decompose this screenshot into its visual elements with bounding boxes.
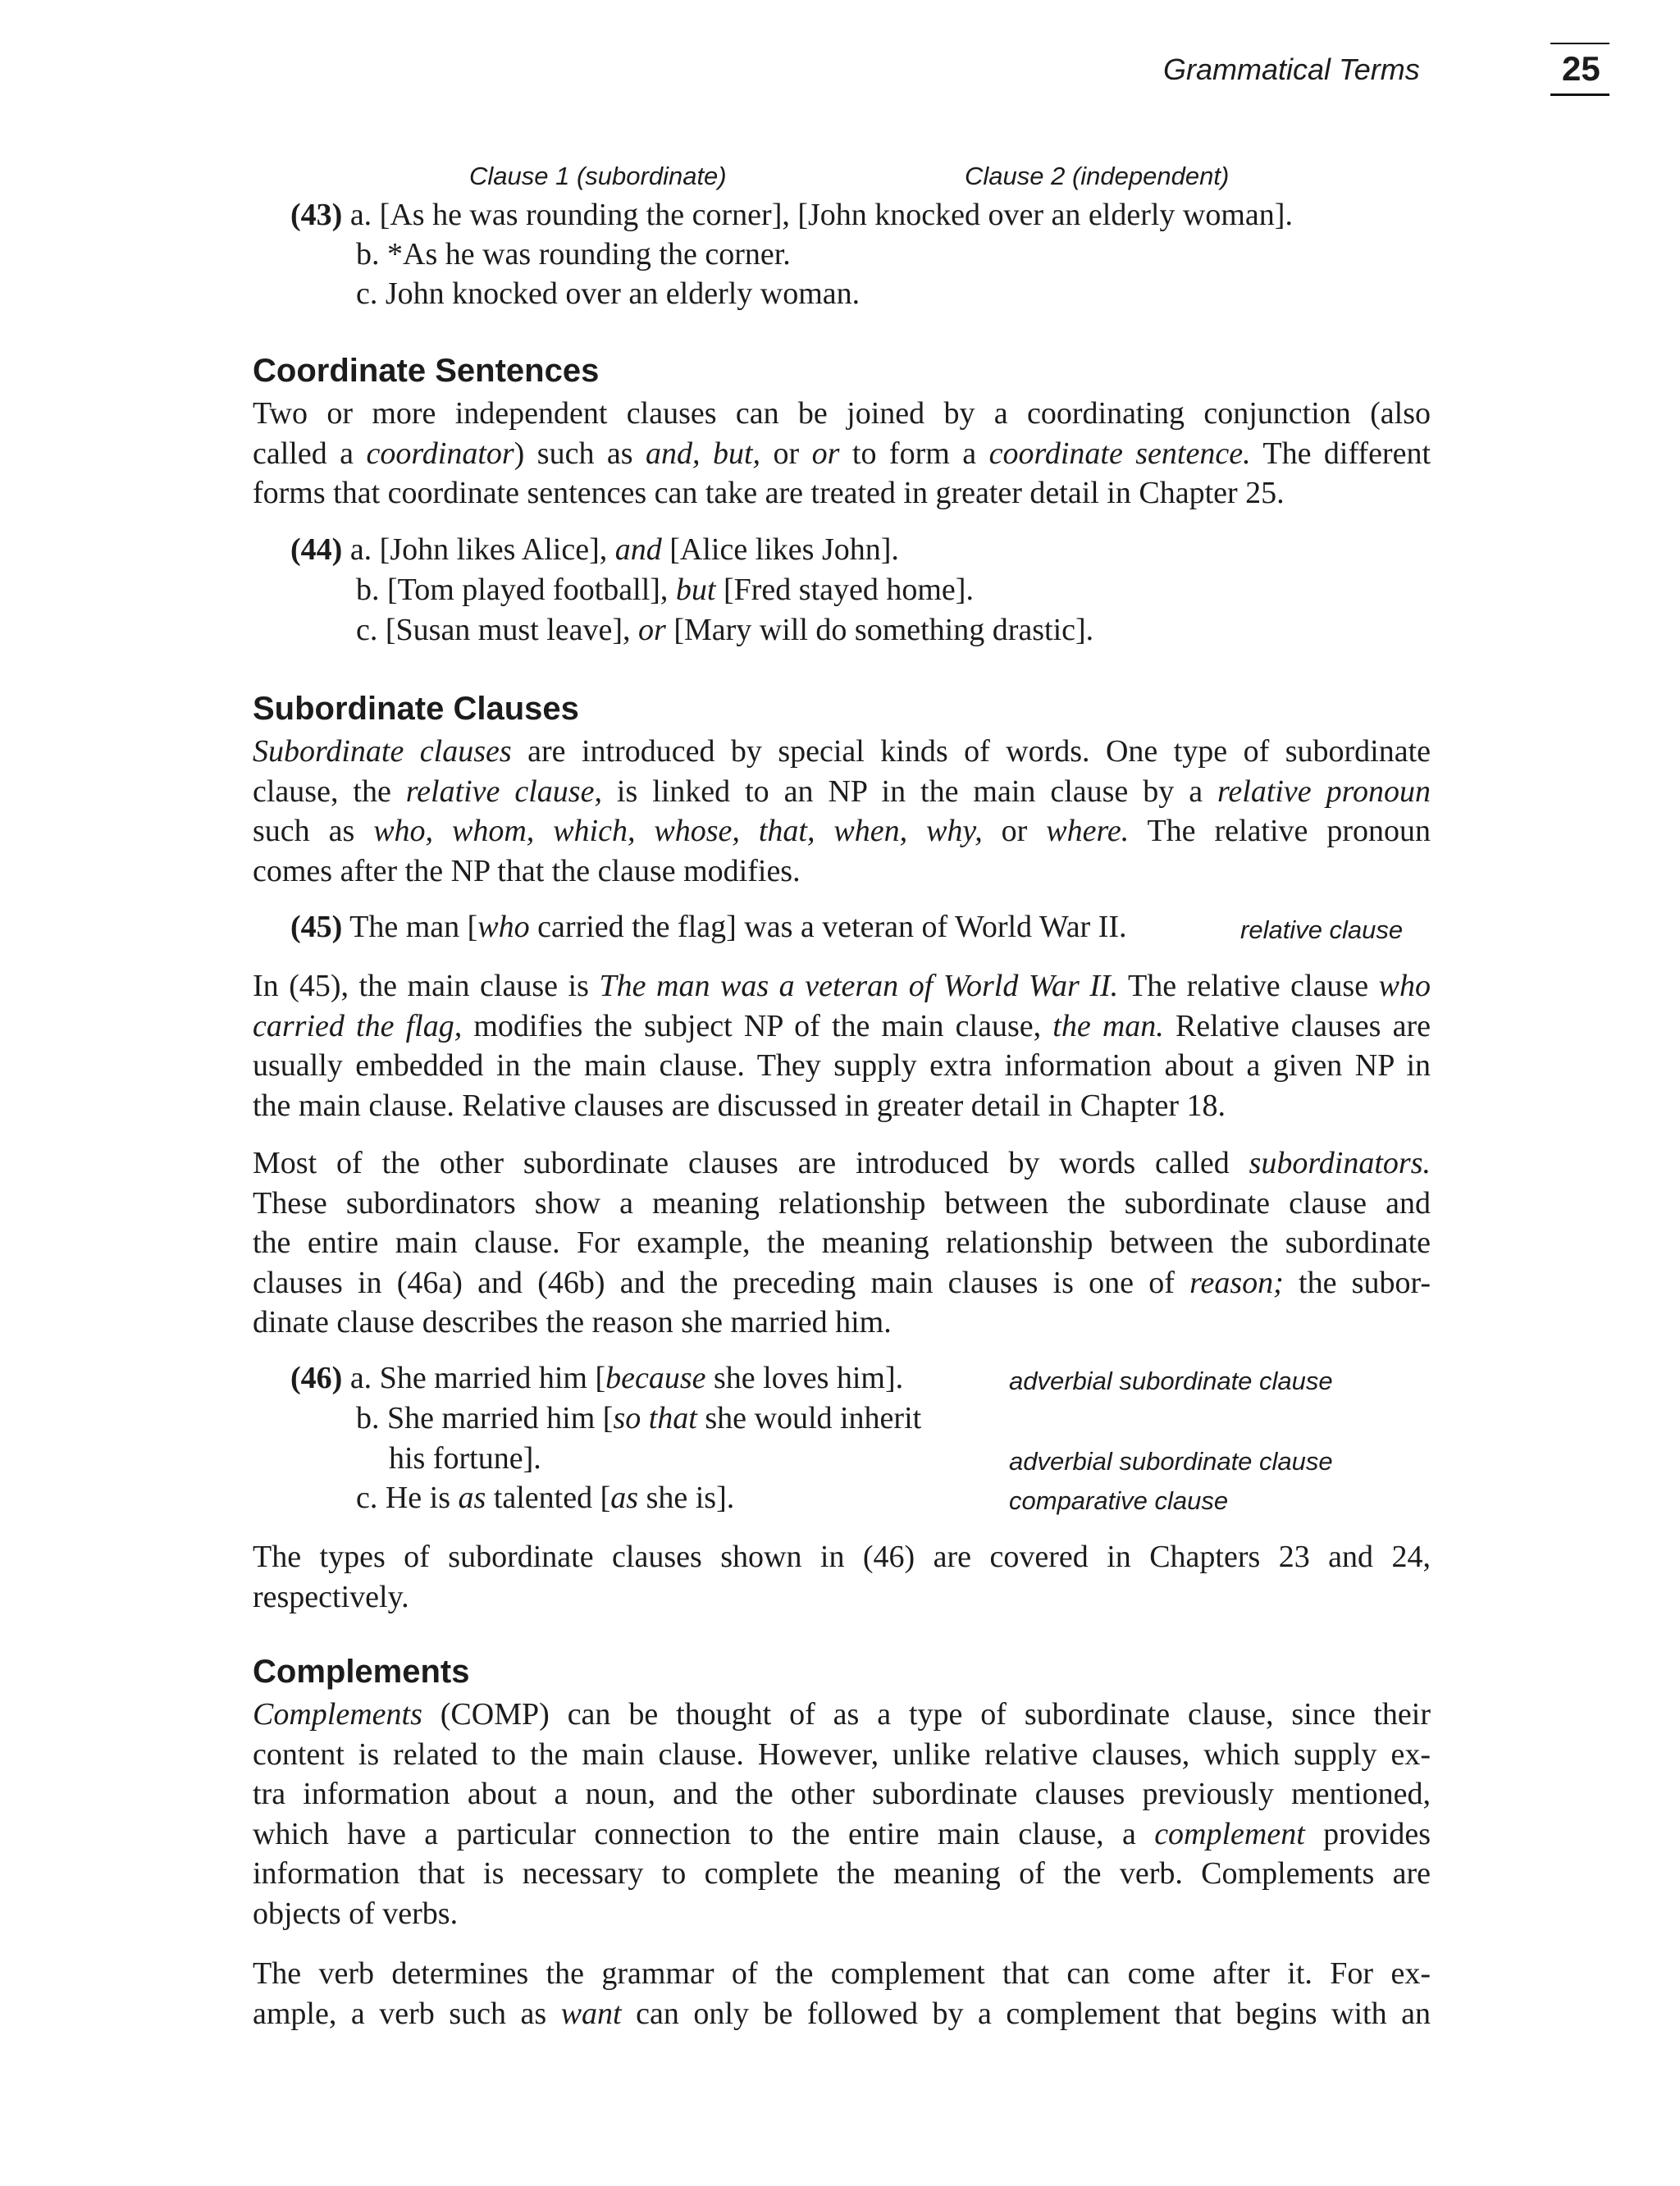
example-number: (45) xyxy=(290,910,343,944)
example-46c: c. He is as talented [as she is]. xyxy=(356,1481,735,1515)
example-44a: (44) a. [John likes Alice], and [Alice likes John]. xyxy=(290,532,899,567)
text-line: comes after the NP that the clause modifies. xyxy=(253,853,801,888)
text-line: Most of the other subordinate clauses are introduced by words called subordinators. xyxy=(253,1146,1431,1180)
running-head: Grammatical Terms xyxy=(1163,52,1420,86)
text-line: content is related to the main clause. However, unlike relative clauses, which supply ex- xyxy=(253,1736,1431,1772)
section-heading-coordinate: Coordinate Sentences xyxy=(253,353,600,389)
text-line: dinate clause describes the reason she married him. xyxy=(253,1305,892,1339)
text-line: The verb determines the grammar of the complement that can come after it. For ex- xyxy=(253,1956,1431,1991)
example-number: (44) xyxy=(290,532,343,567)
example-44c: c. [Susan must leave], or [Mary will do something drastic]. xyxy=(356,613,1094,647)
text-line: The types of subordinate clauses shown in (46) are covered in Chapters 23 and 24, xyxy=(253,1540,1431,1574)
text-line: ample, a verb such as want can only be followed by a complement that begins with an xyxy=(253,1996,1431,2031)
ex43-col1-label: Clause 1 (subordinate) xyxy=(469,162,727,190)
text-line: In (45), the main clause is The man was a veteran of World War II. The relative clause who xyxy=(253,969,1431,1003)
text-line: which have a particular connection to the entire main clause, a complement provides xyxy=(253,1816,1431,1851)
text-line: information that is necessary to complete the meaning of the verb. Complements are xyxy=(253,1856,1431,1891)
example-46b-cont: his fortune]. xyxy=(389,1441,541,1476)
ex43-col2-label: Clause 2 (independent) xyxy=(965,162,1230,190)
paragraph-complements-2 xyxy=(253,1954,1431,2033)
example-number: (46) xyxy=(290,1361,343,1395)
example-46c-label: comparative clause xyxy=(1009,1486,1229,1515)
text-line: the entire main clause. For example, the meaning relationship between the subordinate xyxy=(253,1225,1431,1260)
example-46a-label: adverbial subordinate clause xyxy=(1009,1367,1333,1395)
text-line: clauses in (46a) and (46b) and the preceding main clauses is one of reason; the subor- xyxy=(253,1265,1431,1300)
paragraph-coordinate xyxy=(253,394,1431,513)
example-45-label: relative clause xyxy=(1240,915,1404,944)
example-number: (43) xyxy=(290,198,343,232)
paragraph-subordinate-2 xyxy=(253,966,1431,1125)
text-line: forms that coordinate sentences can take are treated in greater detail in Chapter 25. xyxy=(253,476,1285,510)
section-heading-complements: Complements xyxy=(253,1654,470,1690)
text-line: usually embedded in the main clause. They supply extra information about a given NP in xyxy=(253,1048,1431,1083)
section-heading-subordinate: Subordinate Clauses xyxy=(253,691,579,727)
example-43b: b. *As he was rounding the corner. xyxy=(356,237,791,272)
text-line: called a coordinator) such as and, but, or or to form a coordinate sentence. The different xyxy=(253,436,1431,471)
paragraph-complements-1 xyxy=(253,1695,1431,1933)
example-43c: c. John knocked over an elderly woman. xyxy=(356,276,861,311)
page-number-box xyxy=(1550,43,1609,96)
text-line: Complements (COMP) can be thought of as a type of subordinate clause, since their xyxy=(253,1697,1431,1732)
page-number: 25 xyxy=(1562,49,1600,88)
text-line: These subordinators show a meaning relationship between the subordinate clause and xyxy=(253,1185,1431,1221)
example-46b-label: adverbial subordinate clause xyxy=(1009,1447,1333,1476)
text-line: clause, the relative clause, is linked to an NP in the main clause by a relative pronoun xyxy=(253,774,1431,809)
example-45: (45) The man [who carried the flag] was a veteran of World War II. xyxy=(290,910,1127,944)
text-line: objects of verbs. xyxy=(253,1896,459,1931)
text-line: the main clause. Relative clauses are discussed in greater detail in Chapter 18. xyxy=(253,1088,1226,1123)
example-46a: (46) a. She married him [because she loves him]. xyxy=(290,1361,904,1395)
text-line: such as who, whom, which, whose, that, when, why, or where. The relative pronoun xyxy=(253,814,1431,848)
paragraph-subordinate-1 xyxy=(253,732,1431,891)
text-line: tra information about a noun, and the other subordinate clauses previously mentioned, xyxy=(253,1777,1431,1811)
paragraph-subordinate-3 xyxy=(253,1143,1431,1343)
paragraph-subordinate-4 xyxy=(253,1537,1431,1617)
example-46b: b. She married him [so that she would inherit xyxy=(356,1401,922,1435)
text-line: carried the flag, modifies the subject NP of the main clause, the man. Relative clauses are xyxy=(253,1008,1431,1043)
example-43a xyxy=(290,197,1293,233)
example-44b: b. [Tom played football], but [Fred stayed home]. xyxy=(356,573,974,607)
text-line: Subordinate clauses are introduced by special kinds of words. One type of subordinate xyxy=(253,734,1431,769)
text-line: respectively. xyxy=(253,1579,409,1614)
example-text: a. [As he was rounding the corner], [John knocked over an elderly woman]. xyxy=(349,198,1293,232)
text-line: Two or more independent clauses can be joined by a coordinating conjunction (also xyxy=(253,396,1431,431)
